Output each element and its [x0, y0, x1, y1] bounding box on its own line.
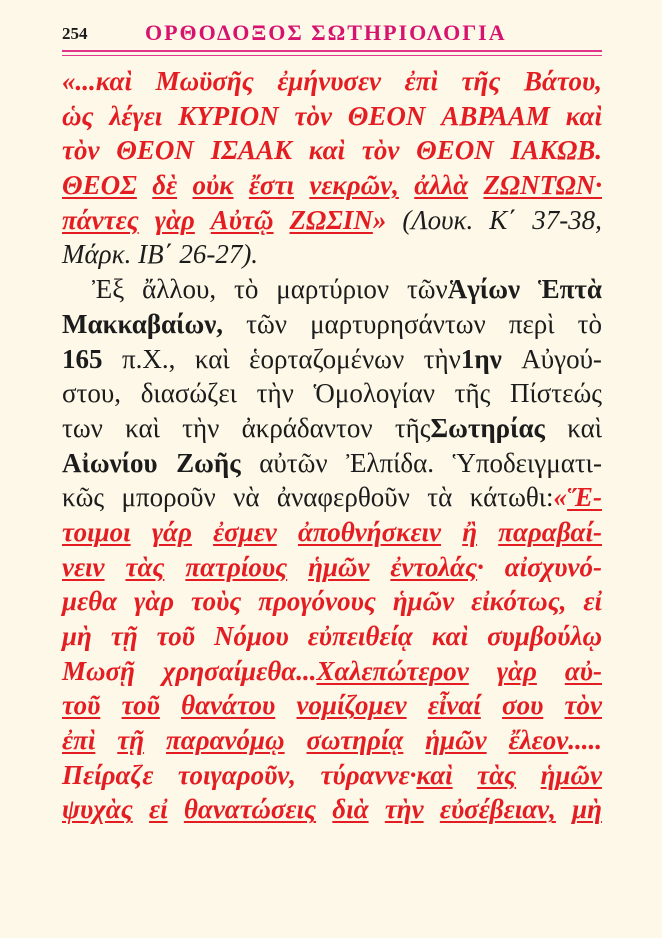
word: τὴν — [182, 412, 220, 443]
word: Μωϋσῆς — [155, 66, 254, 96]
word: καὶ — [308, 135, 346, 166]
word: τὴν — [384, 794, 424, 825]
text-line — [62, 376, 602, 411]
text-line — [62, 64, 602, 99]
word: τοῦ — [62, 690, 101, 721]
word: αὐτῶν — [259, 447, 328, 478]
word: αἰσχυνό- — [504, 551, 602, 582]
word: Ἐλπίδα. — [346, 447, 435, 478]
word: μὴ — [62, 621, 92, 651]
text-line — [62, 342, 602, 377]
word: Αὐγού- — [521, 343, 602, 374]
text-line — [62, 654, 602, 689]
word: ἔστι — [248, 170, 294, 201]
text-line — [62, 792, 602, 827]
text-line — [62, 133, 602, 168]
word: τὸν — [62, 135, 100, 166]
word: των — [62, 412, 103, 443]
word: τὰς — [477, 759, 517, 790]
word: τὴν — [256, 378, 294, 409]
word: καὶ — [125, 412, 160, 443]
word: ἡμῶν — [540, 759, 602, 790]
word: πάντες — [62, 204, 139, 235]
word: Κ΄ — [489, 204, 517, 235]
word: Μακκαβαίων, — [62, 308, 224, 339]
running-header — [62, 20, 602, 50]
text-line — [62, 307, 602, 342]
word: Βάτου, — [523, 66, 602, 96]
word: τοὺς — [190, 586, 242, 617]
word: 26-27). — [179, 239, 259, 270]
word: Μωσῇ — [62, 655, 135, 686]
word: νεκρῶν, — [309, 170, 399, 201]
word: νειν — [62, 551, 105, 582]
word: τῆς — [461, 66, 501, 96]
text-line — [62, 203, 602, 238]
word: λέγει — [109, 100, 163, 131]
word: εἰ — [583, 586, 602, 617]
word: εὐπειθείᾳ — [307, 621, 413, 651]
word: Ὁμολογίαν — [313, 378, 435, 409]
word: ψυχὰς — [62, 794, 133, 825]
word: ἔλεον..... — [508, 725, 602, 756]
word: σου — [502, 690, 544, 721]
word: αὐ- — [564, 655, 602, 686]
word: ὡς — [62, 100, 94, 131]
word: μποροῦν — [121, 482, 216, 513]
word: 165 — [62, 343, 103, 374]
word: ΖΩΝΤΩΝ· — [483, 170, 602, 201]
word: τῆς — [454, 378, 491, 409]
word: καὶ — [431, 621, 469, 651]
page-body — [62, 64, 602, 827]
word: θανάτου — [181, 690, 276, 721]
word: τὸν — [361, 135, 400, 166]
word: τὸ — [577, 308, 602, 339]
word: τοιμοι — [62, 516, 131, 547]
word: τοιγαροῦν, — [177, 759, 297, 790]
word: σωτηρίᾳ — [306, 725, 404, 756]
word: καὶ — [194, 343, 230, 374]
word: ἐπὶ — [404, 66, 438, 96]
text-line — [62, 272, 602, 307]
word: ΙΑΚΩΒ. — [510, 135, 602, 166]
word: ἀποθνήσκειν — [297, 516, 441, 547]
word: γὰρ — [496, 655, 537, 686]
word: μαρτυρησάντων — [310, 308, 486, 339]
word: συμβούλῳ — [487, 621, 602, 651]
word: γὰρ — [133, 586, 175, 617]
page-number: 254 — [62, 24, 88, 43]
word: χρησαίμεθα...Χαλεπώτερον — [162, 655, 469, 686]
word: διὰ — [332, 794, 369, 825]
word: Ἐξ — [92, 274, 125, 305]
word: προγόνους — [258, 586, 376, 617]
word: τύραννε·καὶ — [320, 759, 453, 790]
word: Πείραζε — [62, 759, 154, 790]
text-line — [62, 723, 602, 758]
word: ἡμῶν — [425, 725, 487, 756]
word: οὐκ — [192, 170, 234, 201]
word: τῇ — [117, 725, 145, 756]
word: τὸν — [294, 100, 332, 131]
word: κῶς — [62, 482, 105, 513]
header-rule-thin — [62, 55, 602, 56]
word: ΘΕΟΣ — [62, 170, 137, 201]
word: 37-38, — [532, 204, 602, 235]
word: τοῦ — [121, 690, 160, 721]
word: ἄλλου, — [142, 274, 217, 305]
word: θανατώσεις — [183, 794, 317, 825]
word: εἰκότως, — [471, 586, 567, 617]
word: καὶ — [565, 100, 602, 131]
word: Ὑποδειγματι- — [452, 447, 602, 478]
word: εἶναί — [427, 690, 481, 721]
word: γάρ — [151, 516, 192, 547]
text-line — [62, 688, 602, 723]
word: εὐσέβειαν, — [439, 794, 556, 825]
word: ἀλλὰ — [414, 170, 469, 201]
word: μαρτύριον — [276, 274, 390, 305]
word: Αὐτῷ — [210, 204, 274, 235]
word: ἐμήνυσεν — [277, 66, 382, 96]
word: παραβαί- — [498, 516, 602, 547]
word: τὸν — [564, 690, 602, 721]
text-line — [62, 99, 602, 134]
word: διασώζει — [140, 378, 237, 409]
word: νομίζομεν — [296, 690, 407, 721]
word: ἡμῶν — [392, 586, 455, 617]
word: εἰ — [149, 794, 168, 825]
word: δὲ — [152, 170, 178, 201]
word: (Λουκ. — [402, 204, 474, 235]
word: περὶ — [508, 308, 555, 339]
word: ἡμῶν — [308, 551, 370, 582]
word: Νόμου — [213, 621, 289, 651]
text-line — [62, 515, 602, 550]
word: τῶν — [246, 308, 287, 339]
word: ἐπὶ — [62, 725, 96, 756]
word: ἢ — [462, 516, 478, 547]
word: Μάρκ. — [62, 239, 132, 270]
word: τοῦ — [156, 621, 195, 651]
word: ἀκράδαντον — [241, 412, 373, 443]
text-line — [62, 237, 602, 272]
text-line — [62, 758, 602, 793]
word: ΑΒΡΑΑΜ — [441, 100, 550, 131]
word: «...καὶ — [62, 66, 132, 96]
word: ἐντολάς· — [390, 551, 484, 582]
word: π.Χ., — [122, 343, 176, 374]
text-line — [62, 411, 602, 446]
word: τὰς — [125, 551, 165, 582]
text-line — [62, 168, 602, 203]
word: νὰ — [233, 482, 260, 513]
word: πατρίους — [185, 551, 288, 582]
word: καὶ — [567, 412, 602, 443]
word: τὴν1ην — [423, 343, 502, 374]
word: τῇ — [110, 621, 138, 651]
word: ΘΕΟΝ — [347, 100, 426, 131]
word: τὰ — [427, 482, 453, 513]
word: γὰρ — [154, 204, 195, 235]
header-rule-thick — [62, 50, 602, 52]
word: τῆςΣωτηρίας — [394, 412, 545, 443]
running-title: ΟΡΘΟΔΟΞΟΣ ΣΩΤΗΡΙΟΛΟΓΙΑ — [145, 20, 507, 45]
word: ἀναφερθοῦν — [276, 482, 410, 513]
word: τὸ — [234, 274, 259, 305]
text-line — [62, 446, 602, 481]
word: μὴ — [572, 794, 602, 825]
text-line — [62, 480, 602, 515]
word: Ἑπτὰ — [538, 274, 602, 305]
word: ΙΣΑΑΚ — [210, 135, 292, 166]
text-line — [62, 550, 602, 585]
word: κάτωθι:«Ἕ- — [469, 482, 602, 513]
word: Ζωῆς — [176, 447, 241, 478]
word: παρανόμῳ — [166, 725, 285, 756]
word: Αἰωνίου — [62, 447, 158, 478]
word: τῶνἉγίων — [406, 274, 521, 305]
word: στου, — [62, 378, 122, 409]
word: ΚΥΡΙΟΝ — [178, 100, 279, 131]
word: ΖΩΣΙΝ» — [289, 204, 387, 235]
word: Πίστεώς — [509, 378, 602, 409]
word: ἑορταζομένων — [249, 343, 405, 374]
word: ΘΕΟΝ — [416, 135, 494, 166]
text-line — [62, 584, 602, 619]
text-line — [62, 619, 602, 654]
word: ΘΕΟΝ — [116, 135, 194, 166]
word: ἐσμεν — [213, 516, 277, 547]
word: μεθα — [62, 586, 118, 617]
word: ΙΒ΄ — [138, 239, 173, 270]
